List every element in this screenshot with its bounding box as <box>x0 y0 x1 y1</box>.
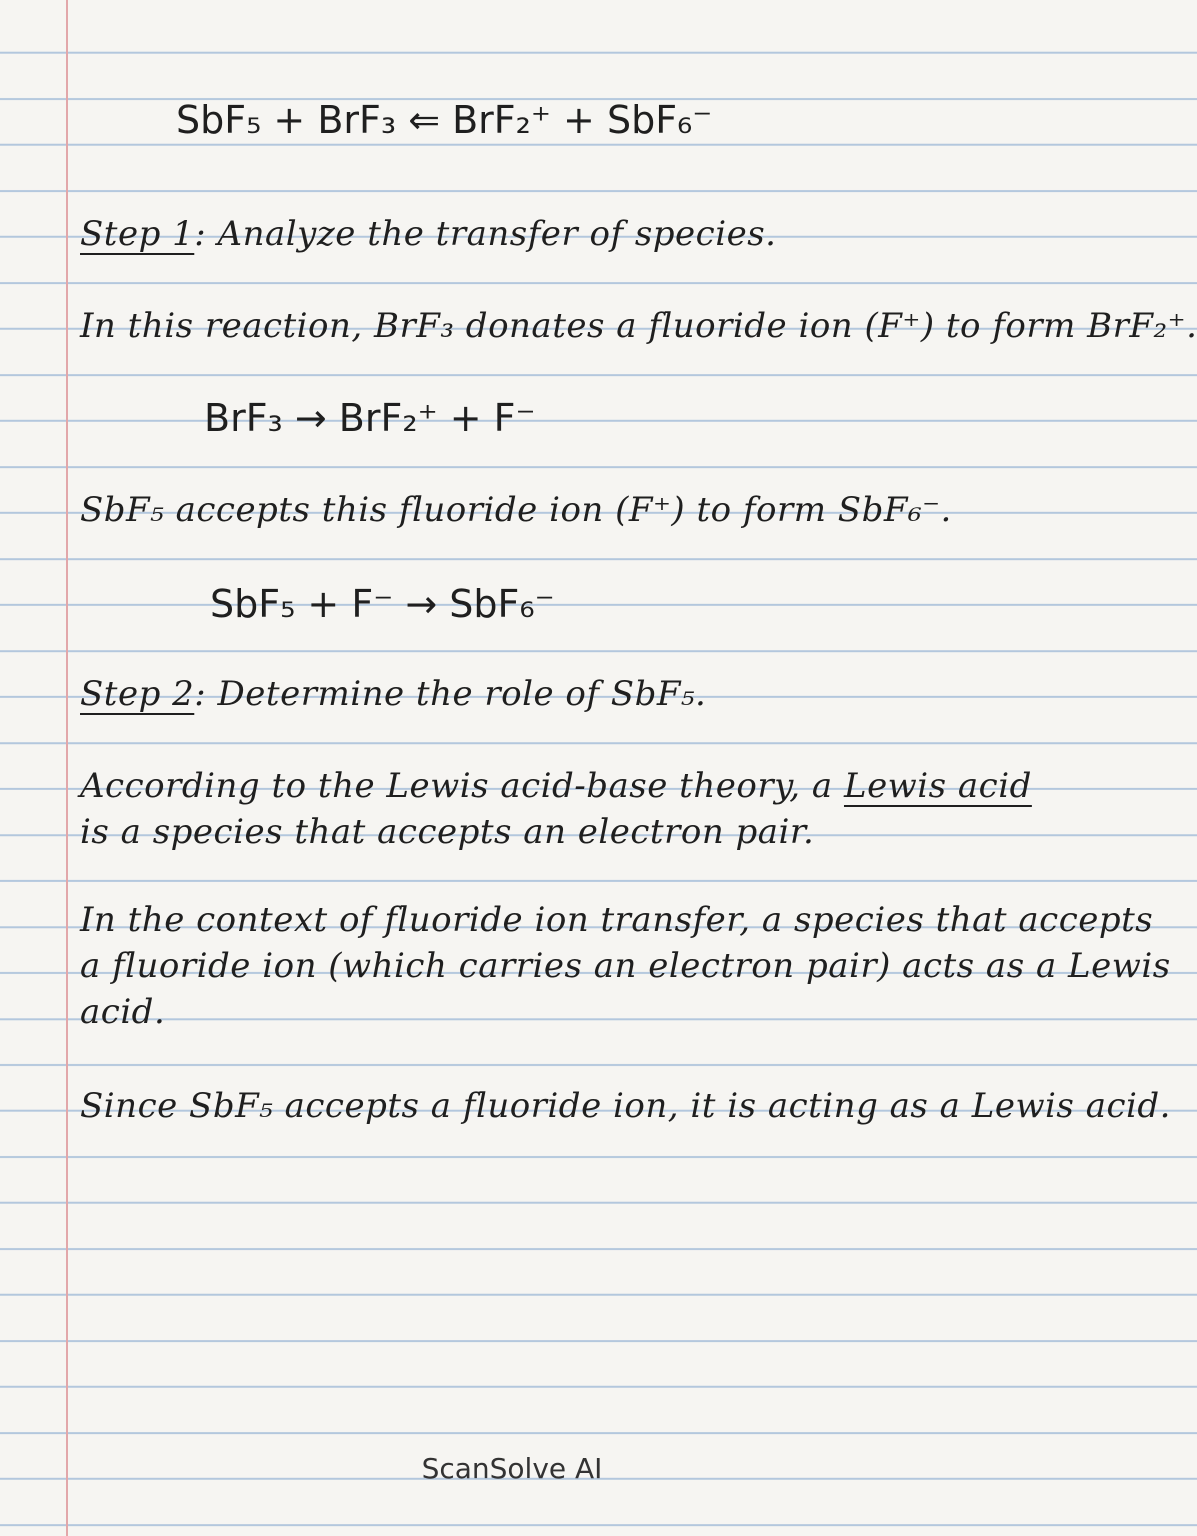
paragraph-3-line-1 <box>80 766 1032 806</box>
paragraph-5: Since SbF₅ accepts a fluoride ion, it is acting as a Lewis acid. <box>80 1086 1171 1126</box>
paragraph-4-line-3: acid. <box>80 992 166 1032</box>
paragraph-2: SbF₅ accepts this fluoride ion (F⁺) to form SbF₆⁻. <box>80 490 952 530</box>
equation-2: BrF₃ → BrF₂⁺ + F⁻ <box>204 396 536 440</box>
lewis-acid-term: Lewis acid <box>843 766 1032 806</box>
main-equation: SbF₅ + BrF₃ ⇐ BrF₂⁺ + SbF₆⁻ <box>176 98 713 142</box>
step-1-label: Step 1 <box>80 214 195 254</box>
paragraph-1: In this reaction, BrF₃ donates a fluoride ion (F⁺) to form BrF₂⁺. <box>80 306 1197 346</box>
step-2-title: : Determine the role of SbF₅. <box>194 674 707 714</box>
step-1-heading <box>80 214 776 254</box>
equation-3: SbF₅ + F⁻ → SbF₆⁻ <box>210 582 555 626</box>
step-2-label: Step 2 <box>80 674 195 714</box>
step-2-heading <box>80 674 706 714</box>
paragraph-3-line-1-text: According to the Lewis acid-base theory, a <box>80 766 844 806</box>
step-1-title: : Analyze the transfer of species. <box>194 214 777 254</box>
footer-brand: ScanSolve AI <box>421 1452 603 1485</box>
paragraph-4-line-1: In the context of fluoride ion transfer, a species that accepts <box>80 900 1154 940</box>
paragraph-4-line-2: a fluoride ion (which carries an electron pair) acts as a Lewis <box>80 946 1171 986</box>
margin-line <box>66 0 68 1536</box>
paragraph-3-line-2: is a species that accepts an electron pair. <box>80 812 815 852</box>
